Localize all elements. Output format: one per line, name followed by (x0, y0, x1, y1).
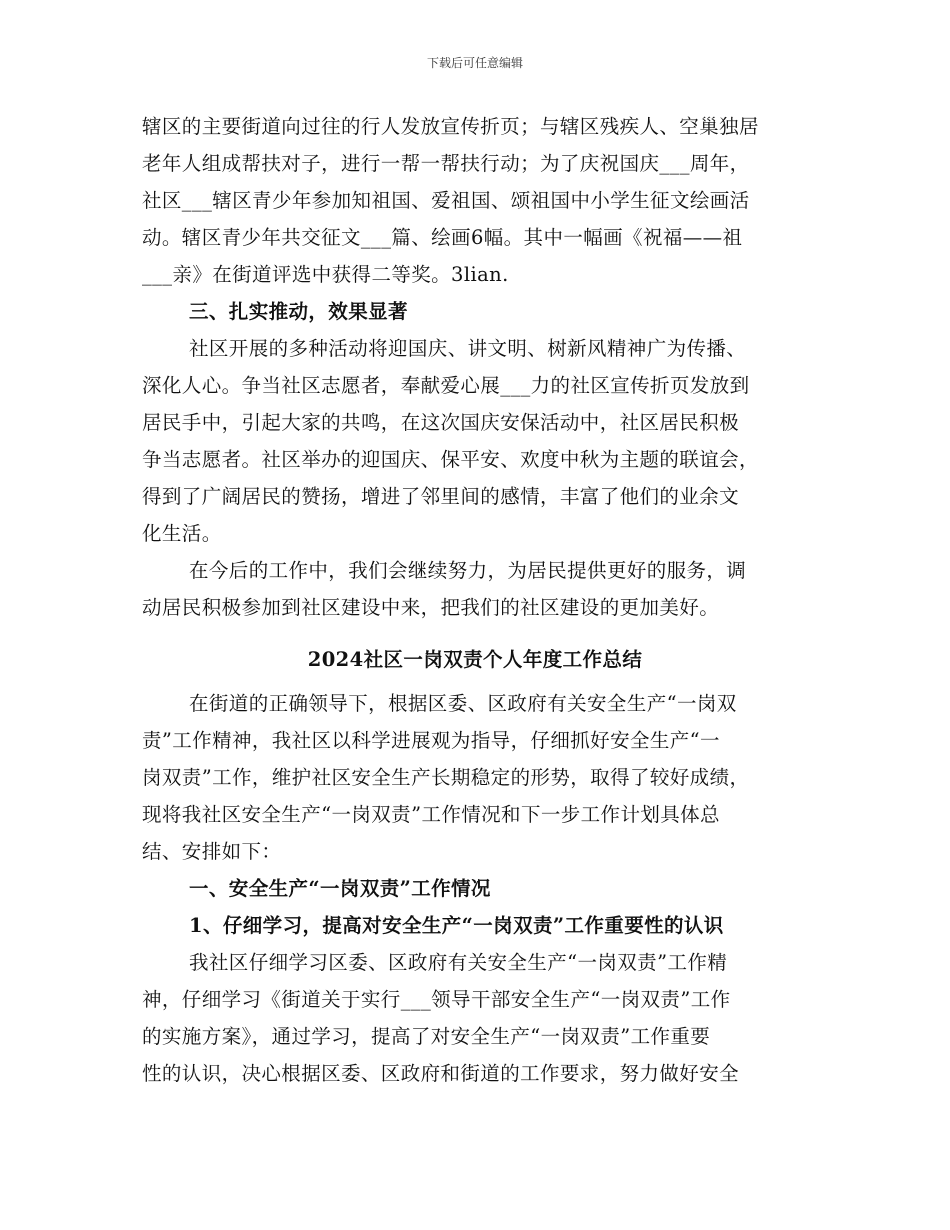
paragraph-line: 性的认识，决心根据区委、区政府和街道的工作要求，努力做好安全 (142, 1062, 740, 1085)
section-heading: 一、安全生产“一岗双责”工作情况 (189, 877, 491, 900)
paragraph-line: 化生活。 (142, 522, 222, 545)
paragraph-line: 在街道的正确领导下，根据区委、区政府有关安全生产“一岗双 (189, 692, 737, 715)
paragraph-line: 老年人组成帮扶对子，进行一帮一帮扶行动；为了庆祝国庆___周年， (142, 152, 750, 175)
paragraph-line: 动居民积极参加到社区建设中来，把我们的社区建设的更加美好。 (142, 596, 720, 619)
paragraph-line: 动。辖区青少年共交征文___篇、绘画6幅。其中一幅画《祝福——祖 (142, 226, 743, 249)
paragraph-line: 现将我社区安全生产“一岗双责”工作情况和下一步工作计划具体总 (142, 803, 720, 826)
paragraph-line: 得到了广阔居民的赞扬，增进了邻里间的感情，丰富了他们的业余文 (142, 485, 740, 508)
paragraph-line: 我社区仔细学习区委、区政府有关安全生产“一岗双责”工作精 (189, 951, 728, 974)
paragraph-line: 社区开展的多种活动将迎国庆、讲文明、树新风精神广为传播、 (189, 337, 747, 360)
document-title: 2024社区一岗双责个人年度工作总结 (307, 648, 643, 671)
paragraph-line: 社区___辖区青少年参加知祖国、爱祖国、颂祖国中小学生征文绘画活 (142, 189, 750, 212)
section-heading: 三、扎实推动，效果显著 (189, 300, 408, 323)
paragraph-line: 深化人心。争当社区志愿者，奉献爱心展___力的社区宣传折页发放到 (142, 374, 750, 397)
paragraph-line: 居民手中，引起大家的共鸣，在这次国庆安保活动中，社区居民积极 (142, 411, 740, 434)
paragraph-line: 岗双责”工作，维护社区安全生产长期稳定的形势，取得了较好成绩， (142, 766, 750, 789)
page-header: 下载后可任意编辑 (426, 56, 523, 70)
paragraph-line: 在今后的工作中，我们会继续努力，为居民提供更好的服务，调 (189, 559, 747, 582)
paragraph-line: ___亲》在街道评选中获得二等奖。3lian. (142, 263, 509, 286)
paragraph-line: 神，仔细学习《街道关于实行___领导干部安全生产“一岗双责”工作 (142, 988, 731, 1011)
paragraph-line: 的实施方案》，通过学习，提高了对安全生产“一岗双责”工作重要 (142, 1025, 711, 1048)
paragraph-line: 结、安排如下： (142, 840, 282, 863)
paragraph-line: 争当志愿者。社区举办的迎国庆、保平安、欢度中秋为主题的联谊会， (142, 448, 759, 471)
paragraph-line: 辖区的主要街道向过往的行人发放宣传折页；与辖区残疾人、空巢独居 (142, 115, 759, 138)
subsection-heading: 1、仔细学习，提高对安全生产“一岗双责”工作重要性的认识 (189, 914, 724, 937)
paragraph-line: 责”工作精神，我社区以科学进展观为指导，仔细抓好安全生产“一 (142, 729, 720, 752)
